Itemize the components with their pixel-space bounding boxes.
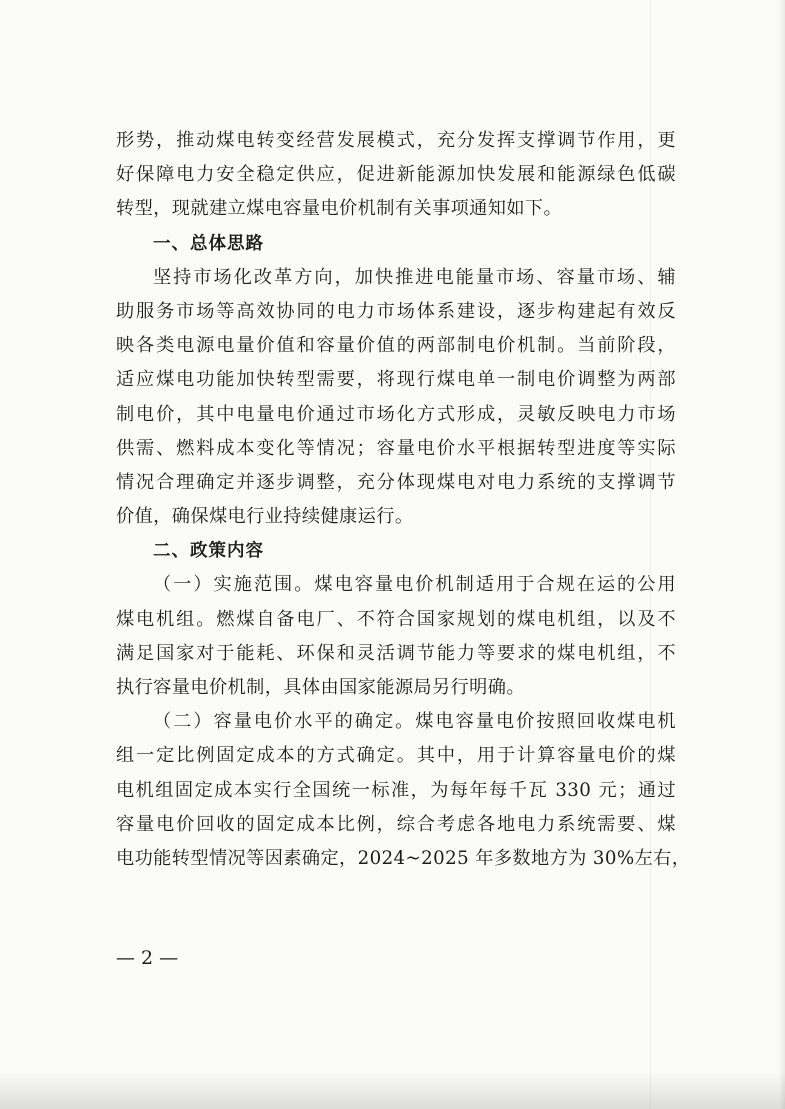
paragraph-line: （一）实施范围。煤电容量电价机制适用于合规在运的公用 bbox=[153, 574, 676, 596]
paragraph-line: 满足国家对于能耗、环保和灵活调节能力等要求的煤电机组，不 bbox=[116, 642, 676, 664]
paragraph-line: 价值，确保煤电行业持续健康运行。 bbox=[116, 506, 414, 528]
paragraph-line: 组一定比例固定成本的方式确定。其中，用于计算容量电价的煤 bbox=[116, 745, 676, 767]
paragraph-line: 电功能转型情况等因素确定，2024~2025 年多数地方为 30%左右， bbox=[116, 847, 691, 869]
page-bottom-shadow bbox=[0, 1071, 785, 1109]
paragraph-line: 映各类电源电量价值和容量价值的两部制电价机制。当前阶段， bbox=[116, 335, 676, 357]
paragraph-line: 煤电机组。燃煤自备电厂、不符合国家规划的煤电机组，以及不 bbox=[116, 608, 676, 630]
paragraph-line: 适应煤电功能加快转型需要，将现行煤电单一制电价调整为两部 bbox=[116, 369, 676, 391]
paragraph-line: 助服务市场等高效协同的电力市场体系建设，逐步构建起有效反 bbox=[116, 300, 676, 322]
document-body bbox=[116, 124, 691, 876]
paragraph-line: 转型，现就建立煤电容量电价机制有关事项通知如下。 bbox=[116, 198, 563, 220]
paragraph-line: 形势，推动煤电转变经营发展模式，充分发挥支撑调节作用，更 bbox=[116, 130, 676, 151]
paragraph-line: 容量电价回收的固定成本比例，综合考虑各地电力系统需要、煤 bbox=[116, 813, 676, 835]
paragraph-line: （二）容量电价水平的确定。煤电容量电价按照回收煤电机 bbox=[153, 711, 676, 733]
paragraph-line: 坚持市场化改革方向，加快推进电能量市场、容量市场、辅 bbox=[153, 266, 676, 288]
paragraph-line: 制电价，其中电量电价通过市场化方式形成，灵敏反映电力市场 bbox=[116, 403, 676, 425]
page-edge-shadow bbox=[779, 0, 785, 1109]
paragraph-line: 好保障电力安全稳定供应，促进新能源加快发展和能源绿色低碳 bbox=[116, 164, 676, 186]
paragraph-line: 供需、燃料成本变化等情况；容量电价水平根据转型进度等实际 bbox=[116, 437, 676, 459]
paragraph-line: 情况合理确定并逐步调整，充分体现煤电对电力系统的支撑调节 bbox=[116, 471, 676, 493]
paragraph-line: 执行容量电价机制，具体由国家能源局另行明确。 bbox=[116, 677, 525, 698]
paragraph-line: 电机组固定成本实行全国统一标准，为每年每千瓦 330 元；通过 bbox=[116, 779, 676, 801]
page-number: — 2 — bbox=[116, 947, 179, 969]
section-heading-overall-approach: 一、总体思路 bbox=[153, 233, 264, 254]
section-heading-policy-content: 二、政策内容 bbox=[153, 541, 264, 562]
